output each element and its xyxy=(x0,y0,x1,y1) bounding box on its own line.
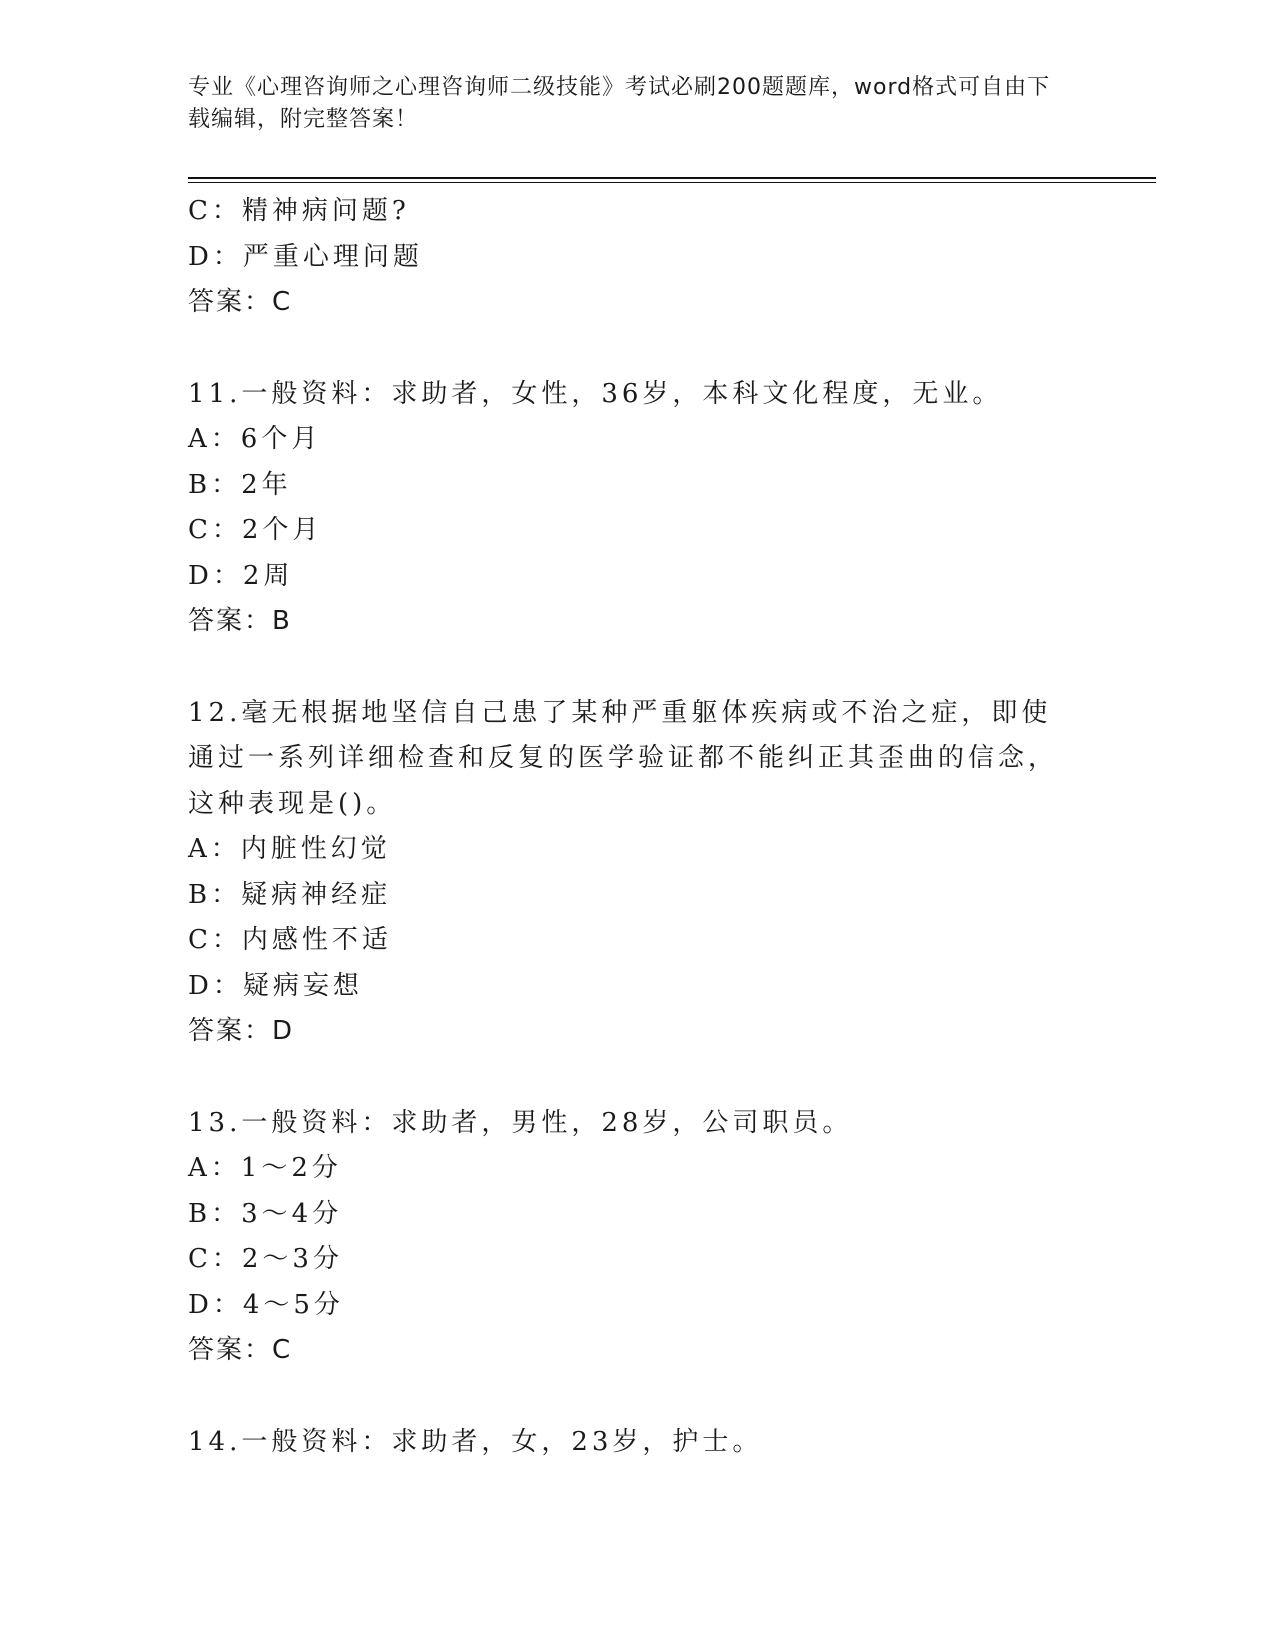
answer-line: 答案：C xyxy=(188,1335,293,1365)
answer-line: 答案：C xyxy=(188,287,293,317)
option-d: D：疑病妄想 xyxy=(188,970,363,1001)
option-d: D：2周 xyxy=(188,560,294,591)
option-c: C：内感性不适 xyxy=(188,925,392,955)
option-d: D：严重心理问题 xyxy=(188,241,423,272)
question-fragment xyxy=(188,189,1088,326)
question-11 xyxy=(188,372,1088,645)
question-stem: 11.一般资料：求助者，女性，36岁，本科文化程度，无业。 xyxy=(188,378,1003,409)
question-stem: 12.毫无根据地坚信自己患了某种严重躯体疾病或不治之症，即使通过一系列详细检查和反复的医学验证都不能纠正其歪曲的信念，这种表现是()。 xyxy=(188,697,1059,819)
spacer xyxy=(188,326,1088,372)
spacer xyxy=(188,1374,1088,1420)
question-13 xyxy=(188,1101,1088,1374)
answer-line: 答案：B xyxy=(188,606,292,636)
option-c: C：精神病问题? xyxy=(188,196,410,226)
option-b: B：3～4分 xyxy=(188,1198,343,1229)
option-a: A：6个月 xyxy=(188,424,322,454)
option-c: C：2个月 xyxy=(188,515,323,545)
spacer xyxy=(188,645,1088,691)
question-list xyxy=(188,189,1088,1465)
document-header: 专业《心理咨询师之心理咨询师二级技能》考试必刷200题题库，word格式可自由下载编辑，附完整答案！ xyxy=(188,75,1051,132)
header-divider-thin xyxy=(188,182,1156,183)
option-c: C：2～3分 xyxy=(188,1244,343,1274)
option-b: B：2年 xyxy=(188,469,292,500)
question-stem: 13.一般资料：求助者，男性，28岁，公司职员。 xyxy=(188,1107,853,1138)
question-stem: 14.一般资料：求助者，女，23岁，护士。 xyxy=(188,1426,763,1457)
answer-line: 答案：D xyxy=(188,1016,295,1046)
question-12 xyxy=(188,691,1088,1055)
spacer xyxy=(188,1055,1088,1101)
option-d: D：4～5分 xyxy=(188,1289,344,1320)
option-a: A：1～2分 xyxy=(188,1153,342,1183)
question-14 xyxy=(188,1420,1088,1466)
option-a: A：内脏性幻觉 xyxy=(188,834,391,864)
header-divider-thick xyxy=(188,177,1156,179)
option-b: B：疑病神经症 xyxy=(188,879,392,910)
